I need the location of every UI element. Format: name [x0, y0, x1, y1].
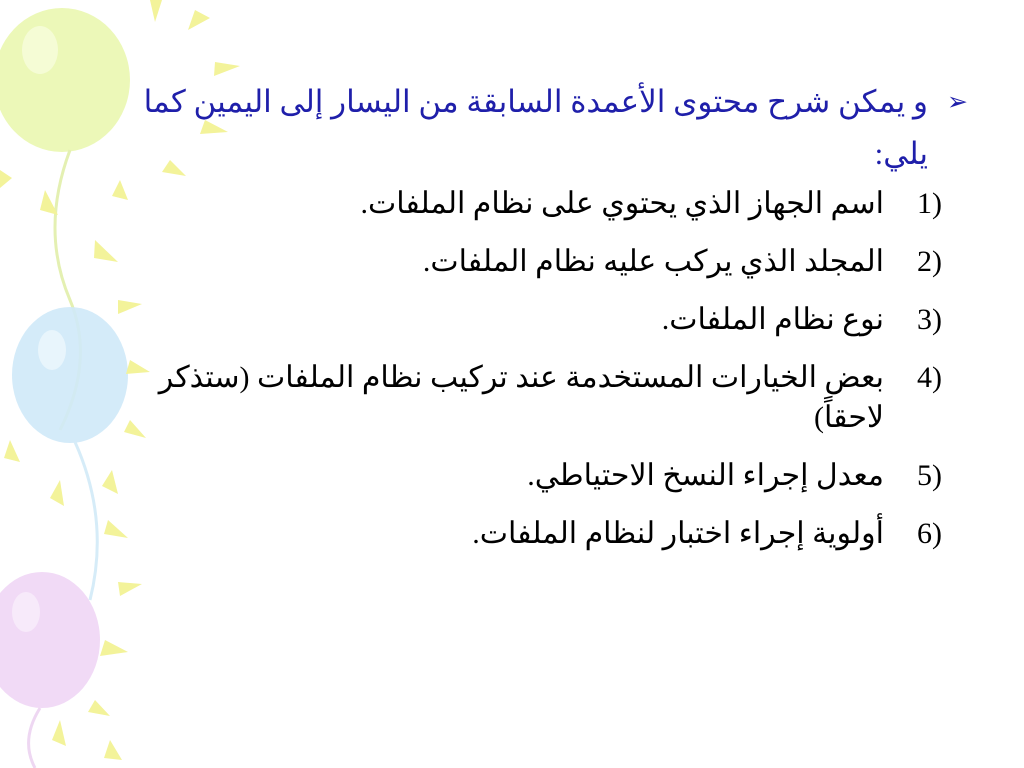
- intro-text: و يمكن شرح محتوى الأعمدة السابقة من اليسار إلى اليمين كما يلي:: [143, 84, 928, 171]
- slide-content: [110, 76, 968, 572]
- purple-balloon-icon: [0, 572, 100, 768]
- list-item-text: المجلد الذي يركب عليه نظام الملفات.: [422, 245, 884, 278]
- list-item-text: أولوية إجراء اختبار لنظام الملفات.: [472, 517, 884, 550]
- list-item-number: 2): [917, 245, 942, 278]
- list-item: [110, 242, 942, 282]
- list-item-number: 5): [917, 459, 942, 492]
- list-item-number: 3): [917, 303, 942, 336]
- list-item-number: 4): [917, 361, 942, 394]
- list-item: [110, 456, 942, 496]
- list-item-text: بعض الخيارات المستخدمة عند تركيب نظام الملفات (ستذكر لاحقاً): [158, 361, 884, 434]
- list-item-text: اسم الجهاز الذي يحتوي على نظام الملفات.: [360, 187, 884, 220]
- list-item: [110, 184, 942, 224]
- list-item: [110, 300, 942, 340]
- list-item: [110, 514, 942, 554]
- list-item-text: معدل إجراء النسخ الاحتياطي.: [527, 459, 884, 492]
- list-item-text: نوع نظام الملفات.: [661, 303, 884, 336]
- list-item-number: 6): [917, 517, 942, 550]
- list-item: [110, 358, 942, 438]
- intro-paragraph: [110, 76, 968, 180]
- list-item-number: 1): [917, 187, 942, 220]
- arrowhead-bullet-icon: ➢: [947, 87, 968, 116]
- numbered-list: [110, 184, 942, 554]
